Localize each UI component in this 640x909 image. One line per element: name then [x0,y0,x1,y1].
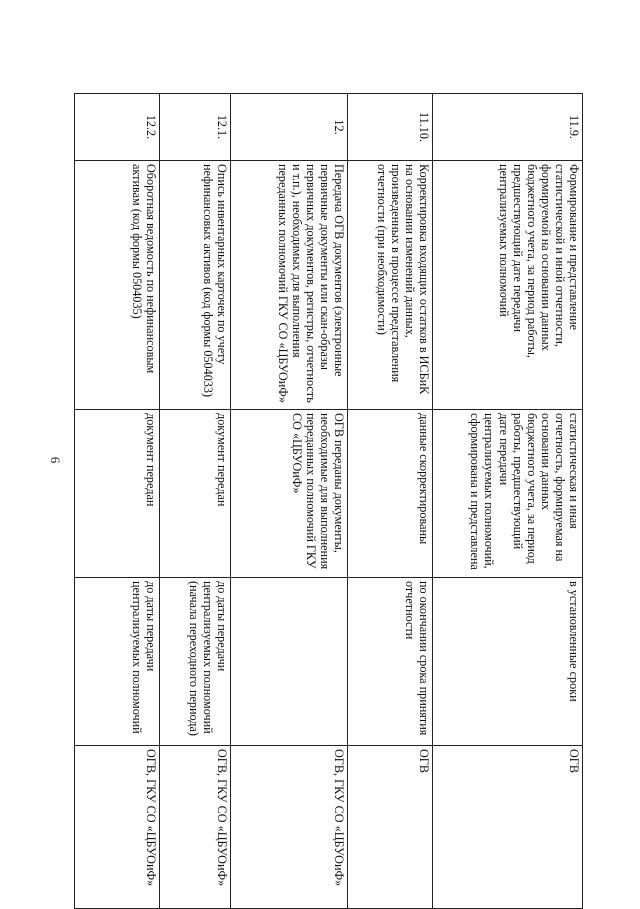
deadline-cell: до даты передачи централизуемых полномочий [75,578,160,746]
action-cell: Опись инвентарных карточек по учету нефинансовых активов (код формы 0504033) [160,161,231,410]
row-number: 12.1. [160,94,231,161]
row-number: 12.2. [75,94,160,161]
deadline-cell [231,578,348,746]
row-number: 11.9. [433,94,583,161]
responsible-cell: ОГВ, ГКУ СО «ЦБУОиФ» [75,746,160,909]
row-number: 11.10. [348,94,433,161]
result-cell: статистическая и иная отчетность, формируемая на основании данных бюджетного учета, за период работы, предшествующий дате передачи централизуемых полномочий, сформирована и представлена [433,410,583,578]
table-row [348,94,433,909]
row-number: 12. [231,94,348,161]
result-cell: документ передан [75,410,160,578]
responsible-cell: ОГВ [348,746,433,909]
page-number: 6 [48,456,63,464]
action-cell: Оборотная ведомость по нефинансовым активам (код формы 0504035) [75,161,160,410]
responsible-cell: ОГВ [433,746,583,909]
deadline-cell: по окончании срока принятия отчетности [348,578,433,746]
action-cell: Корректировка входящих остатков в ИСБиК на основании изменений данных, произведенных в процессе представления отчетности (при необходимости) [348,161,433,410]
result-cell: документ передан [160,410,231,578]
table-row [231,94,348,909]
responsible-cell: ОГВ, ГКУ СО «ЦБУОиФ» [160,746,231,909]
table-row [433,94,583,909]
document-table [74,93,583,909]
result-cell: данные скорректированы [348,410,433,578]
action-cell: Передача ОГВ документов (электронные первичные документы или скан-образы первичных документов, регистры, отчетность и т.п.), необходимых для выполнения переданных полномочий ГКУ СО «ЦБУОиФ» [231,161,348,410]
rotated-table-container [75,93,583,908]
result-cell: ОГВ переданы документы, необходимые для выполнения переданных полномочий ГКУ СО «ЦБУОиФ» [231,410,348,578]
table-row [160,94,231,909]
deadline-cell: в установленные сроки [433,578,583,746]
deadline-cell: до даты передачи централизуемых полномочий (начала переходного периода) [160,578,231,746]
table-row [75,94,160,909]
action-cell: Формирование и представление статистической и иной отчетности, формируемой на основании данных бюджетного учета, за период работы, предшествующий дате передачи централизуемых полномочий [433,161,583,410]
responsible-cell: ОГВ, ГКУ СО «ЦБУОиФ» [231,746,348,909]
